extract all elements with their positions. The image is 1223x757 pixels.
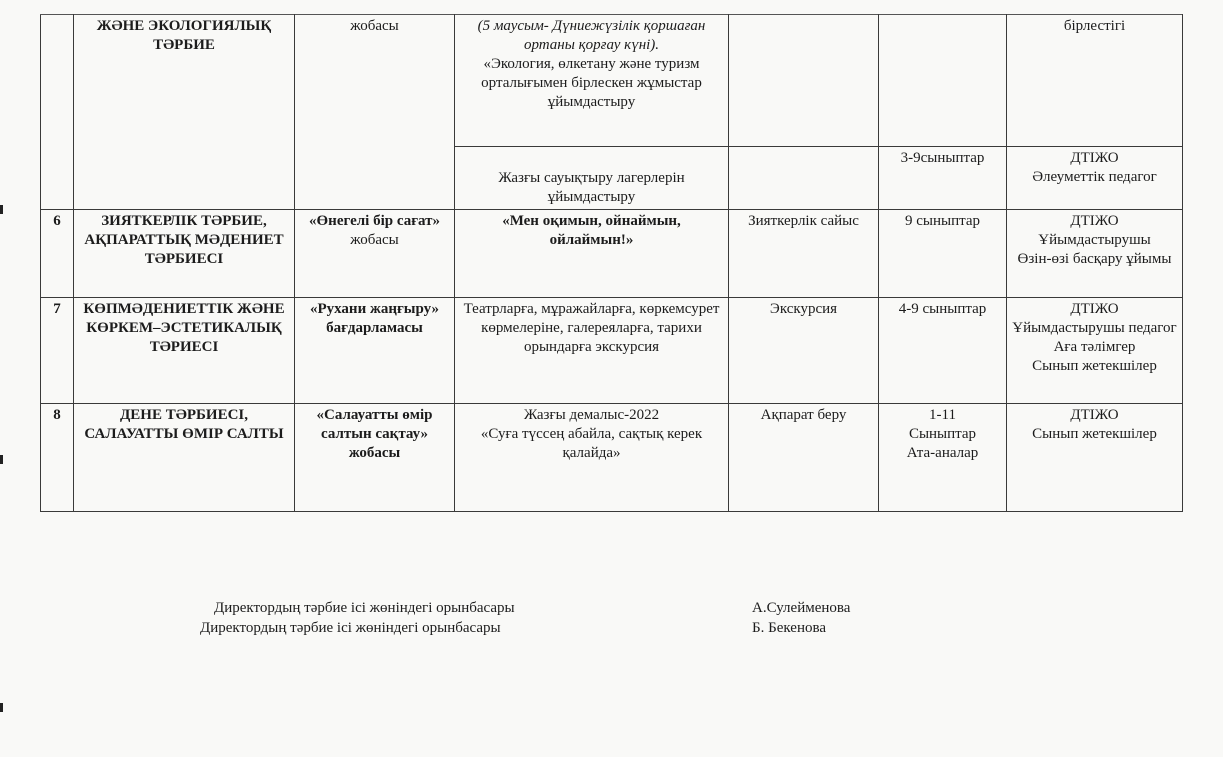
- event-text: «Экология, өлкетану және туризм орталығымен бірлескен жұмыстар ұйымдастыру: [481, 56, 702, 110]
- participants-cell: [879, 404, 1007, 512]
- responsible-line: ДТІЖО: [1070, 213, 1119, 229]
- table-row: [41, 404, 1183, 512]
- table-row: [41, 210, 1183, 298]
- responsible-line: Өзін-өзі басқару ұйымы: [1017, 251, 1172, 267]
- direction-cell: ЗИЯТКЕРЛІК ТӘРБИЕ, АҚПАРАТТЫҚ МӘДЕНИЕТ ТӘРБИЕСІ: [74, 210, 295, 298]
- responsible-line: Сынып жетекшілер: [1032, 426, 1157, 442]
- project-cell: «Рухани жаңғыру» бағдарламасы: [295, 298, 455, 404]
- signature-names: [752, 598, 850, 638]
- form-cell: Ақпарат беру: [729, 404, 879, 512]
- responsible-line: Ұйымдастырушы педагог: [1012, 320, 1177, 336]
- responsible-line: Сынып жетекшілер: [1032, 358, 1157, 374]
- responsible-cell: [1007, 298, 1183, 404]
- participants-line: Сыныптар: [908, 426, 977, 442]
- row-number: [41, 15, 74, 210]
- participants-cell: [879, 15, 1007, 147]
- responsible-line: Аға тәлімгер: [1053, 339, 1136, 355]
- responsible-cell: [1007, 404, 1183, 512]
- responsible-line: ДТІЖО: [1070, 150, 1119, 166]
- row-number: 8: [41, 404, 74, 512]
- row-number: 6: [41, 210, 74, 298]
- event-cell: Театрларға, мұражайларға, көркемсурет көрмелеріне, галереяларға, тарихи орындарға экскурсия: [455, 298, 729, 404]
- form-cell: [729, 147, 879, 210]
- event-cell: Жазғы сауықтыру лагерлерін ұйымдастыру: [455, 147, 729, 210]
- form-cell: [729, 15, 879, 147]
- responsible-line: Әлеуметтік педагог: [1032, 169, 1157, 185]
- direction-cell: ДЕНЕ ТӘРБИЕСІ, САЛАУАТТЫ ӨМІР САЛТЫ: [74, 404, 295, 512]
- event-date-note: (5 маусым- Дүниежүзілік қоршаған ортаны қорғау күні).: [477, 18, 706, 53]
- table-row: [41, 15, 1183, 147]
- project-cell: [295, 210, 455, 298]
- participants-cell: 3-9сыныптар: [879, 147, 1007, 210]
- table-row: [41, 298, 1183, 404]
- deputy-title: Директордың тәрбие ісі жөніндегі орынбасары: [214, 600, 515, 616]
- event-line: «Суға түссең абайла, сақтық керек қалайда»: [480, 426, 703, 461]
- event-cell: [455, 404, 729, 512]
- signature-titles: [200, 598, 515, 638]
- participants-line: 1-11: [929, 407, 956, 423]
- event-cell: «Мен оқимын, ойнаймын, ойлаймын!»: [455, 210, 729, 298]
- deputy-title: Директордың тәрбие ісі жөніндегі орынбасары: [200, 620, 501, 636]
- participants-cell: 4-9 сыныптар: [879, 298, 1007, 404]
- direction-cell: ЖӘНЕ ЭКОЛОГИЯЛЫҚ ТӘРБИЕ: [74, 15, 295, 210]
- project-cell: «Салауатты өмір салтын сақтау» жобасы: [295, 404, 455, 512]
- signatory-name: Б. Бекенова: [752, 620, 827, 636]
- project-suffix: жобасы: [350, 232, 399, 248]
- form-cell: Экскурсия: [729, 298, 879, 404]
- responsible-line: ДТІЖО: [1070, 301, 1119, 317]
- responsible-line: Ұйымдастырушы: [1038, 232, 1151, 248]
- event-line: Жазғы демалыс-2022: [523, 407, 660, 423]
- participants-line: Ата-аналар: [906, 445, 979, 461]
- signatory-name: А.Сулейменова: [752, 600, 851, 616]
- participants-cell: 9 сыныптар: [879, 210, 1007, 298]
- direction-cell: КӨПМӘДЕНИЕТТІК ЖӘНЕ КӨРКЕМ–ЭСТЕТИКАЛЫҚ ТӘРИЕСІ: [74, 298, 295, 404]
- responsible-cell: [1007, 210, 1183, 298]
- plan-table: [40, 14, 1183, 512]
- margin-mark: [0, 205, 3, 214]
- margin-mark: [0, 703, 3, 712]
- responsible-cell: бірлестігі: [1007, 15, 1183, 147]
- project-cell: жобасы: [295, 15, 455, 210]
- event-cell: [455, 15, 729, 147]
- row-number: 7: [41, 298, 74, 404]
- responsible-cell: [1007, 147, 1183, 210]
- project-title: «Өнегелі бір сағат»: [309, 213, 440, 229]
- form-cell: Зияткерлік сайыс: [729, 210, 879, 298]
- responsible-line: ДТІЖО: [1070, 407, 1119, 423]
- margin-mark: [0, 455, 3, 464]
